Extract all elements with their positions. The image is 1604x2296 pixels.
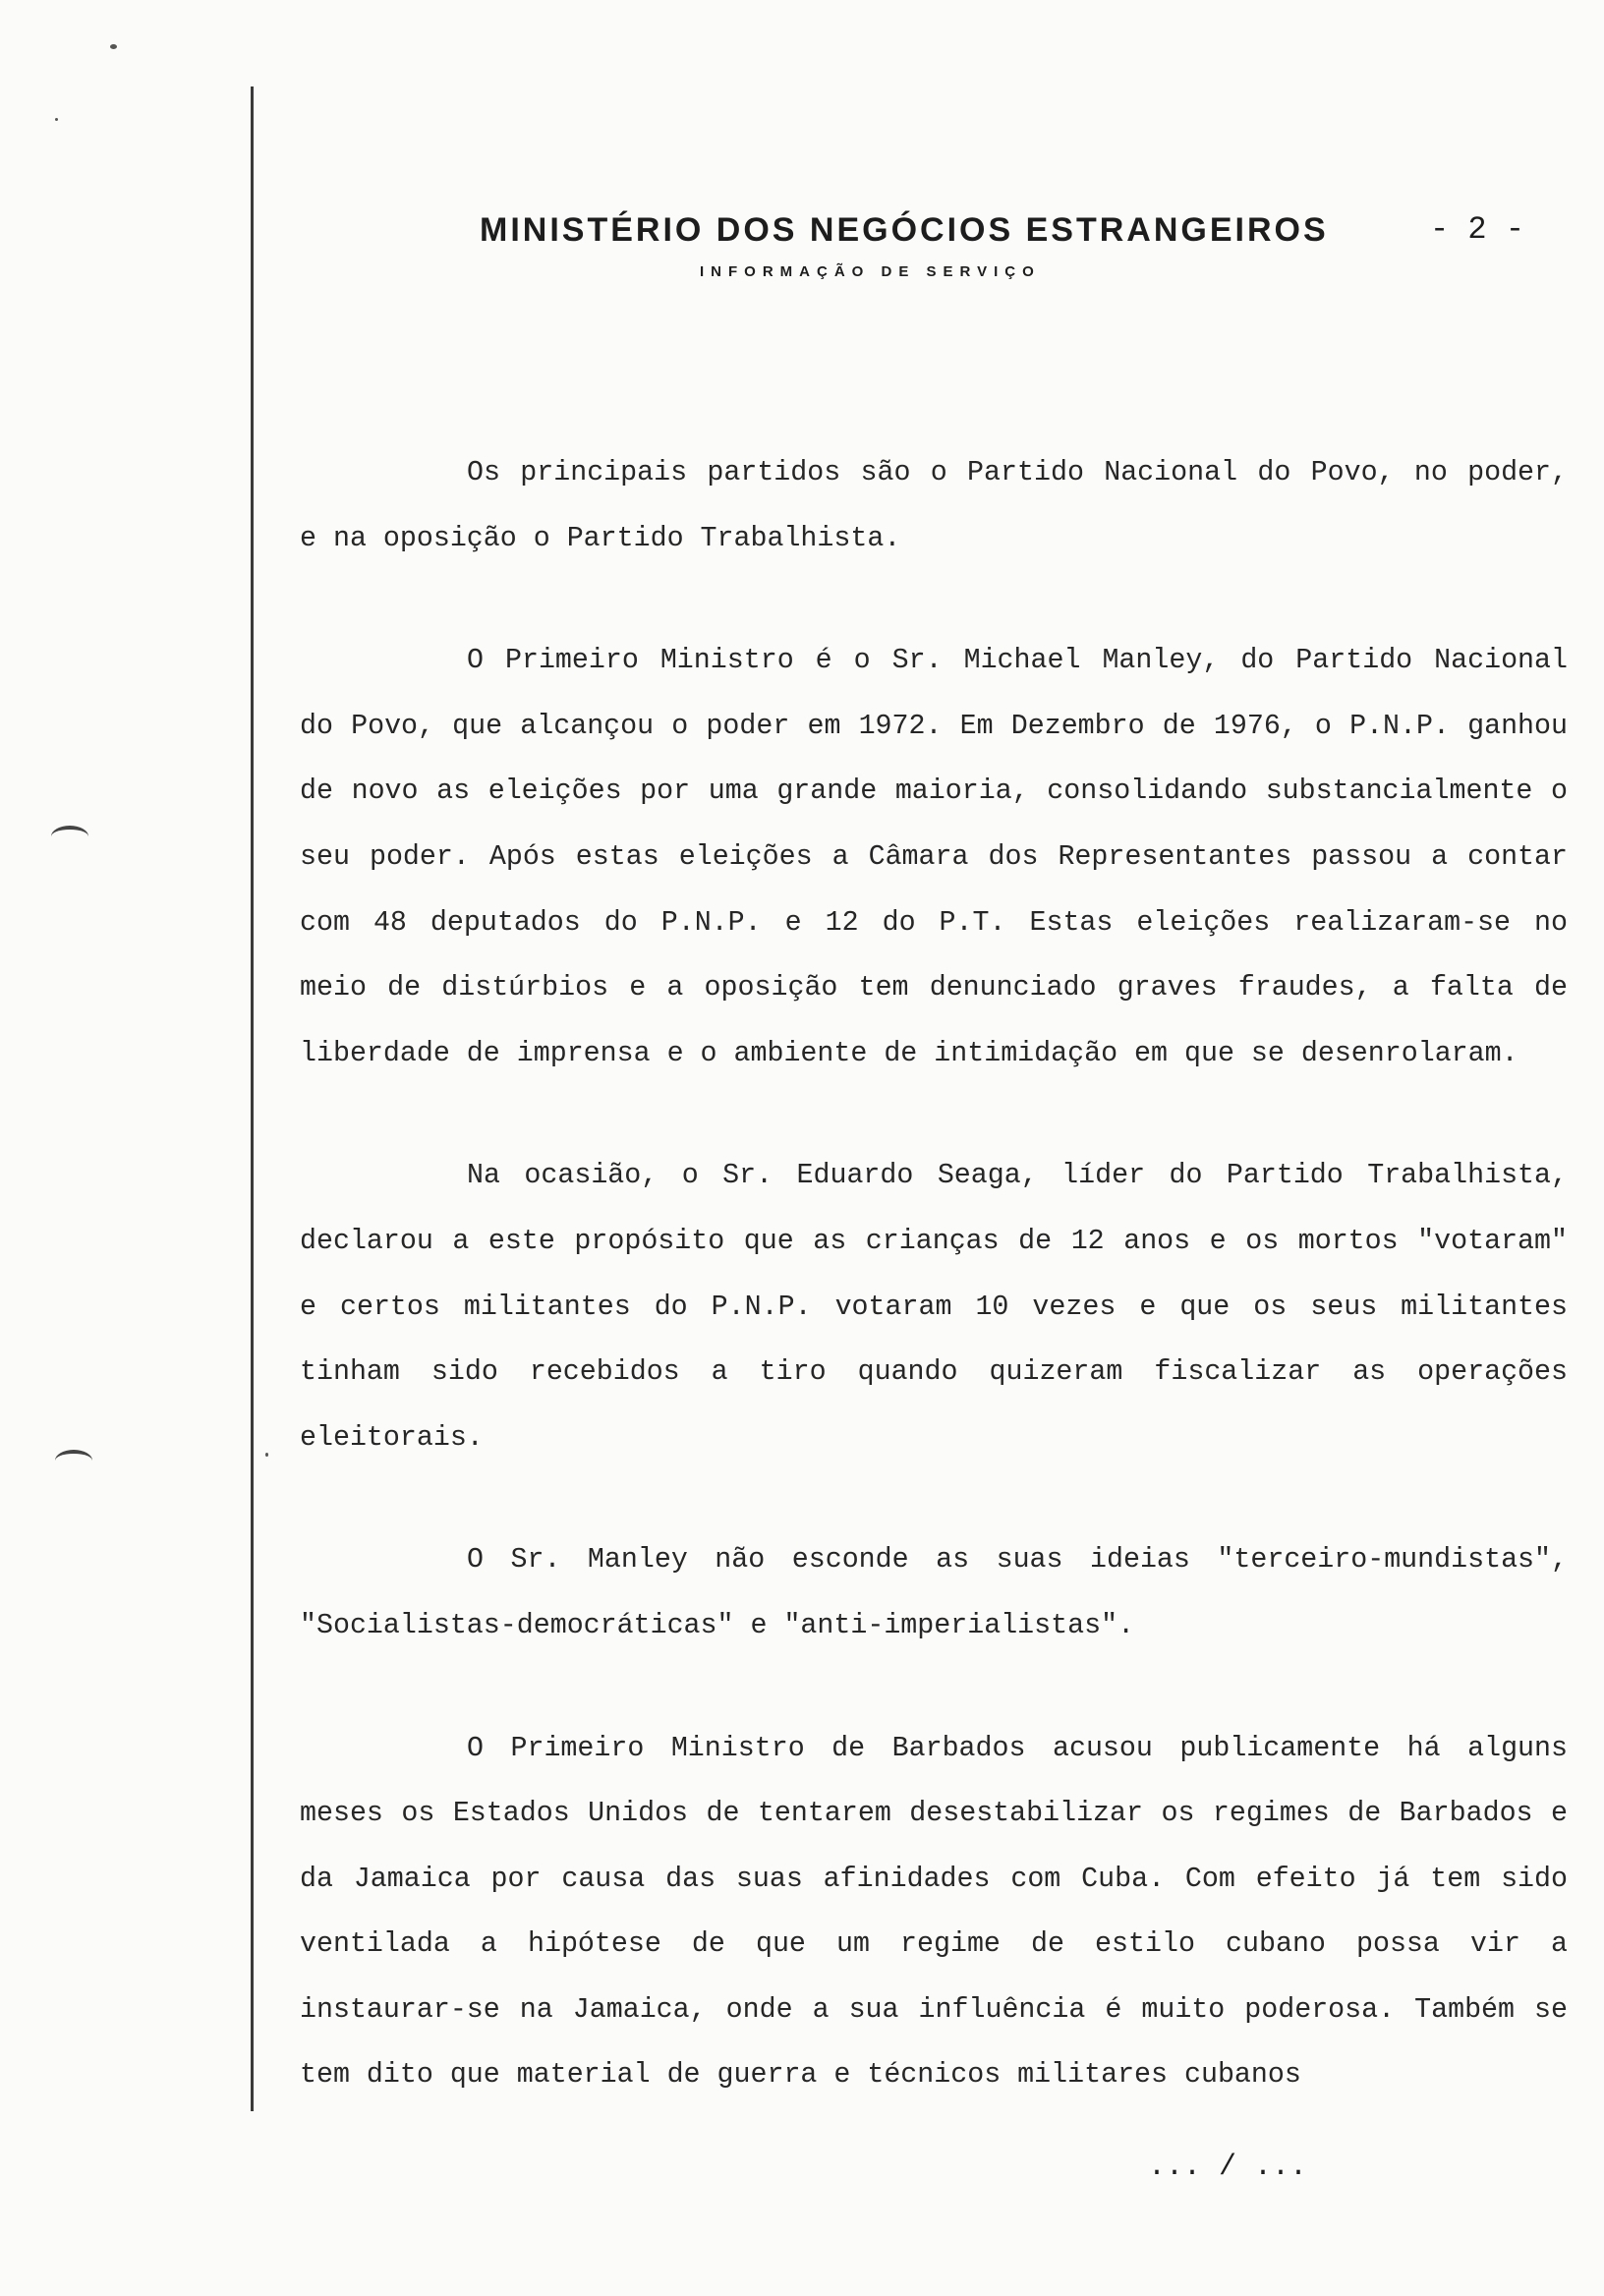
paragraph: O Sr. Manley não esconde as suas ideias "terceiro-mundistas", "Socialistas-democráticas" e "anti-imperialistas". — [300, 1544, 1568, 1641]
header-subtitle: INFORMAÇÃO DE SERVIÇO — [700, 263, 1041, 280]
page-number: - 2 - — [1430, 211, 1525, 248]
punch-hole-mark — [51, 826, 88, 847]
document-body — [300, 440, 1568, 2108]
paragraph: Na ocasião, o Sr. Eduardo Seaga, líder do Partido Trabalhista, declarou a este propósito que as crianças de 12 anos e os mortos "votaram" e certos militantes do P.N.P. votaram 10 vezes e que os seus militantes tinham sido recebidos a tiro quando quizeram fiscalizar as operações eleitorais. — [300, 1160, 1568, 1454]
ink-speck — [55, 118, 58, 121]
margin-rule — [251, 86, 254, 2111]
paragraph: O Primeiro Ministro é o Sr. Michael Manley, do Partido Nacional do Povo, que alcançou o poder em 1972. Em Dezembro de 1976, o P.N.P. ganhou de novo as eleições por uma grande maioria, consolidando substancialmente o seu poder. Após estas eleições a Câmara dos Representantes passou a contar com 48 deputados do P.N.P. e 12 do P.T. Estas eleições realizaram-se no meio de distúrbios e a oposição tem denunciado graves fraudes, a falta de liberdade de imprensa e o ambiente de intimidação em que se desenrolaram. — [300, 645, 1568, 1069]
continuation-marker: ... / ... — [1148, 2151, 1308, 2184]
ink-speck — [265, 1453, 268, 1457]
paragraph: O Primeiro Ministro de Barbados acusou publicamente há alguns meses os Estados Unidos de tentarem desestabilizar os regimes de Barbados e da Jamaica por causa das suas afinidades com Cuba. Com efeito já tem sido ventilada a hipótese de que um regime de estilo cubano possa vir a instaurar-se na Jamaica, onde a sua influência é muito poderosa. Também se tem dito que material de guerra e técnicos militares cubanos — [300, 1732, 1568, 2092]
ink-speck — [110, 44, 117, 49]
punch-hole-mark — [55, 1450, 92, 1471]
paragraph: Os principais partidos são o Partido Nacional do Povo, no poder, e na oposição o Partido Trabalhista. — [300, 457, 1568, 554]
header-title: MINISTÉRIO DOS NEGÓCIOS ESTRANGEIROS — [480, 211, 1329, 249]
